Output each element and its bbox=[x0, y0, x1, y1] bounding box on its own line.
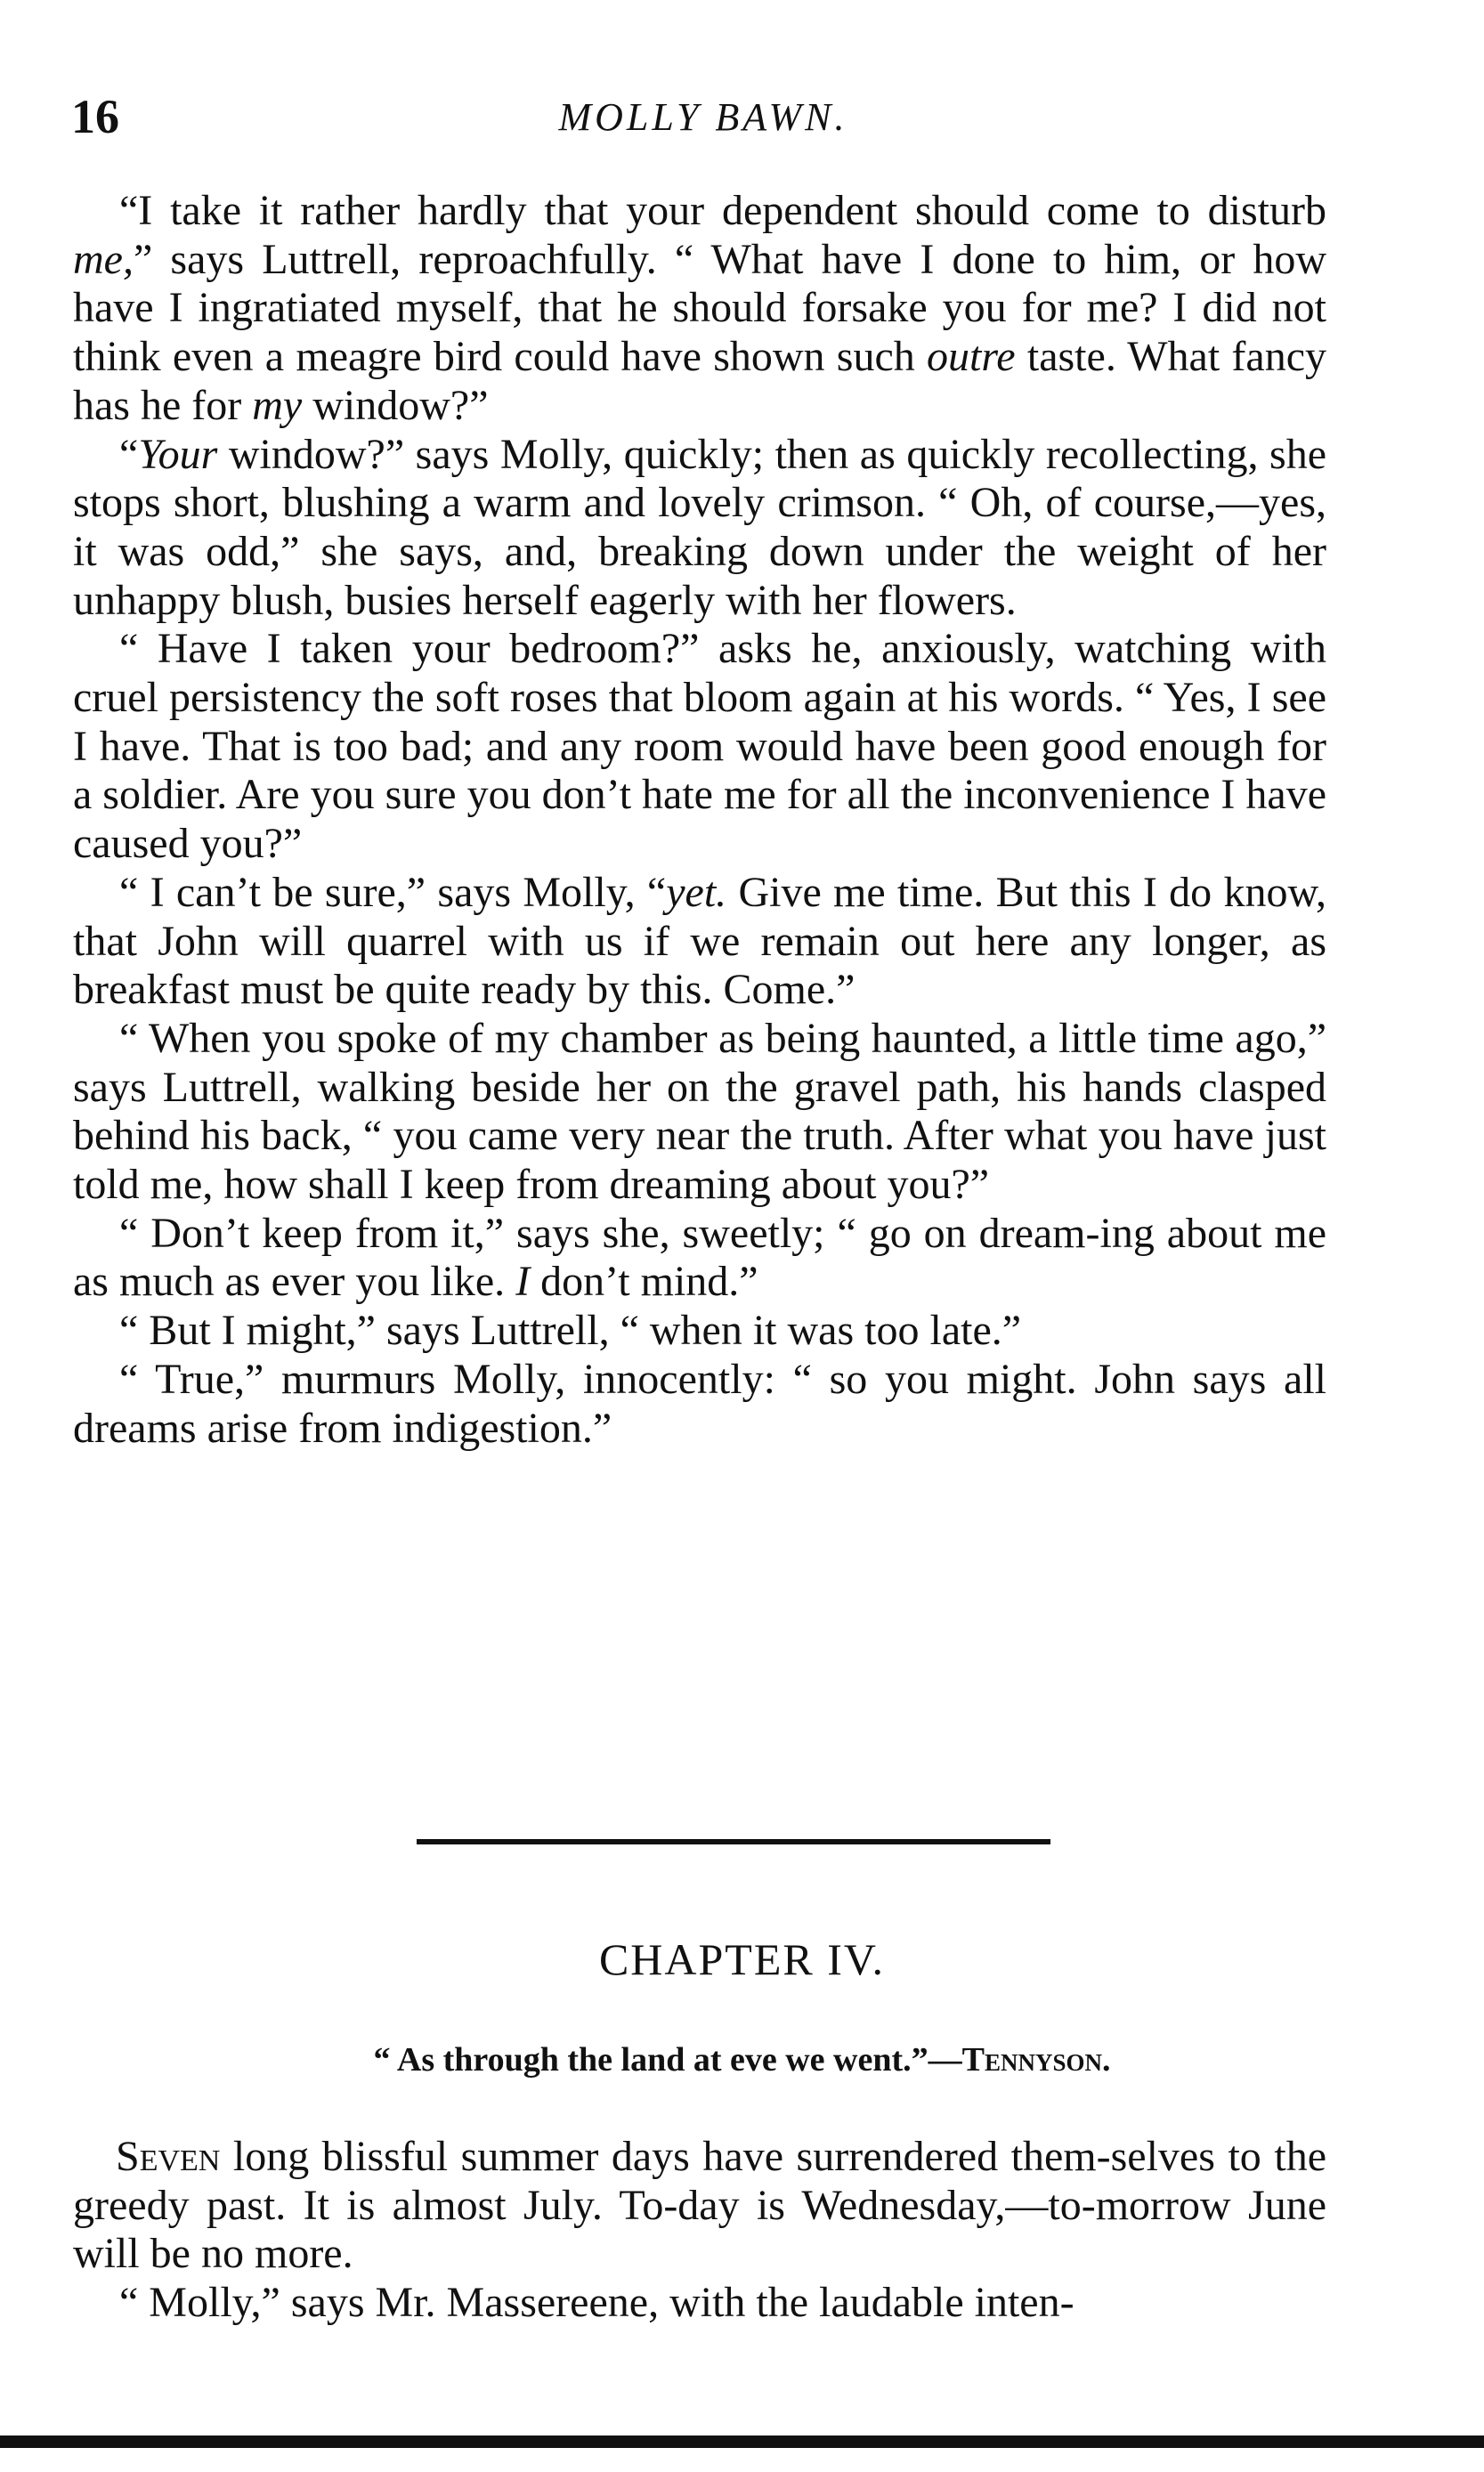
italic-text: my bbox=[252, 381, 303, 429]
text-run: “ But I might,” says Luttrell, “ when it was too late.” bbox=[119, 1307, 1022, 1355]
section-divider bbox=[417, 1839, 1050, 1844]
epigraph bbox=[0, 2040, 1484, 2079]
italic-text: I bbox=[515, 1258, 531, 1306]
paragraph bbox=[73, 625, 1326, 869]
italic-text: Your bbox=[138, 430, 218, 478]
running-title: MOLLY BAWN. bbox=[558, 95, 848, 139]
paragraph bbox=[73, 869, 1326, 1015]
epigraph-author: Tennyson. bbox=[961, 2041, 1111, 2079]
text-run: “ When you spoke of my chamber as being haunted, a little time ago,” says Luttrell, walking beside her on the gravel path, his hands clasped behind his back, “ you came very near the truth. After what you have just told me, how shall I keep from dreaming about you?” bbox=[73, 1014, 1326, 1209]
italic-text: outre bbox=[927, 333, 1016, 381]
text-run: “ True,” murmurs Molly, innocently: “ so you might. John says all dreams arise from indigestion.” bbox=[73, 1355, 1326, 1452]
body-text bbox=[73, 187, 1326, 1453]
chapter-paragraph bbox=[73, 2279, 1326, 2328]
paragraph bbox=[73, 1210, 1326, 1307]
text-run: “I take it rather hardly that your dependent should come to disturb bbox=[119, 187, 1326, 234]
chapter-heading: CHAPTER IV. bbox=[598, 1934, 886, 1984]
text-run: Give me time. But this I do know, that John will quarrel with us if we remain out here any longer, as breakfast must be quite ready by this. Come.” bbox=[73, 868, 1326, 1014]
epigraph-quote: “ As through the land at eve we went.”— bbox=[373, 2041, 962, 2079]
text-run: don’t mind.” bbox=[530, 1258, 758, 1306]
italic-text: yet. bbox=[666, 868, 727, 916]
text-run: ” says Luttrell, reproachfully. “ What have I done to him, or how have I ingratiated myself, that he should forsake you for me? I did not think even a meagre bird could have shown such bbox=[73, 235, 1326, 381]
opening-word: Seven bbox=[116, 2133, 221, 2180]
paragraph bbox=[73, 187, 1326, 431]
text-run: “ I can’t be sure,” says Molly, “ bbox=[119, 868, 667, 916]
chapter-paragraph bbox=[73, 2133, 1326, 2279]
page-number: 16 bbox=[71, 90, 119, 143]
bottom-rule bbox=[0, 2436, 1484, 2448]
paragraph bbox=[73, 1356, 1326, 1453]
chapter-body-text bbox=[73, 2133, 1326, 2328]
italic-text: me, bbox=[73, 235, 134, 283]
text-run: “ Molly,” says Mr. Massereene, with the laudable inten- bbox=[119, 2279, 1074, 2327]
text-run: long blissful summer days have surrendered them-selves to the greedy past. It is almost July. To-day is Wednesday,—to-morrow June will be no more. bbox=[73, 2133, 1326, 2278]
text-run: “ Have I taken your bedroom?” asks he, anxiously, watching with cruel persistency the soft roses that bloom again at his words. “ Yes, I see I have. That is too bad; and any room would have been good enough for a soldier. Are you sure you don’t hate me for all the inconvenience I have caused you?” bbox=[73, 625, 1326, 868]
paragraph bbox=[73, 431, 1326, 626]
text-run: window?” says Molly, quickly; then as quickly recollecting, she stops short, blushing a warm and lovely crimson. “ Oh, of course,—yes, it was odd,” she says, and, breaking down under the weight of her unhappy blush, busies herself eagerly with her flowers. bbox=[73, 430, 1326, 624]
text-run: “ bbox=[119, 430, 139, 478]
paragraph bbox=[73, 1307, 1326, 1356]
text-run: taste. What fancy has he for bbox=[73, 333, 1326, 429]
text-run: window?” bbox=[302, 381, 489, 429]
text-run: “ Don’t keep from it,” says she, sweetly; “ go on dream-ing about me as much as ever you like. bbox=[73, 1209, 1326, 1306]
page-header bbox=[71, 89, 1335, 151]
paragraph bbox=[73, 1015, 1326, 1210]
